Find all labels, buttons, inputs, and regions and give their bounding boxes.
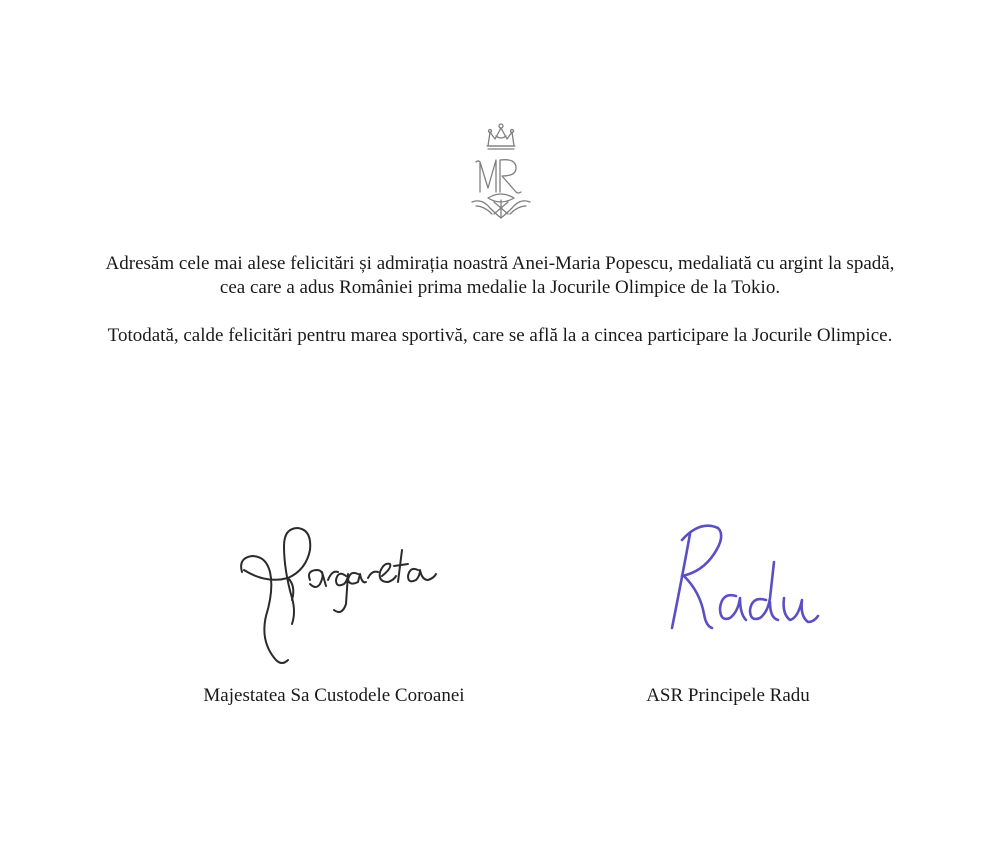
handwritten-signature-margareta-icon	[236, 520, 442, 666]
signature-caption-right: ASR Principele Radu	[646, 685, 810, 706]
signature-radu	[660, 518, 826, 640]
signature-margareta	[236, 520, 442, 666]
letter-paragraph-2: Totodată, calde felicitări pentru marea sportivă, care se află la a cincea participare la Jocurile Olimpice.	[107, 325, 893, 346]
royal-crown-mr-monogram-icon	[466, 122, 536, 224]
letter-paragraph-1: Adresăm cele mai alese felicitări și admirația noastră Anei-Maria Popescu, medaliată cu argint la spadă, cea care a adus României prima medalie la Jocurile Olimpice de la Tokio.	[105, 253, 895, 298]
signature-caption-left: Majestatea Sa Custodele Coroanei	[203, 685, 465, 706]
letter-body	[100, 252, 900, 348]
handwritten-signature-radu-icon	[660, 518, 826, 640]
royal-monogram-emblem	[466, 122, 536, 224]
